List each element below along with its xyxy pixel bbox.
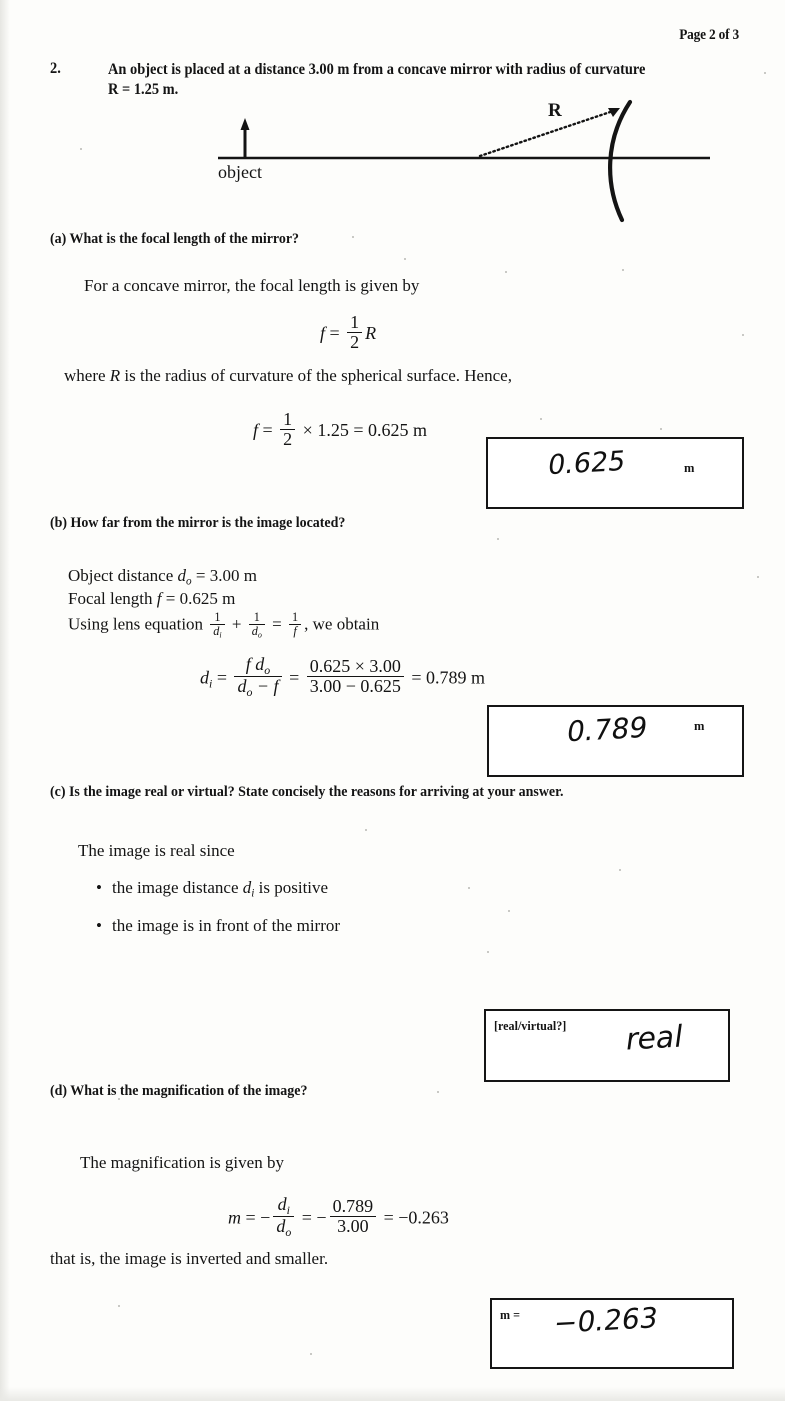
object-arrow-head — [241, 118, 250, 130]
handwritten-answer-c: real — [623, 1019, 686, 1058]
fraction-numerator: 1 — [214, 610, 221, 624]
lens-equation-prefix: Using lens equation — [68, 614, 208, 634]
lens-eq-fraction-do — [249, 611, 265, 640]
eq-minus-1: − — [260, 1207, 271, 1228]
part-a-intro-text: For a concave mirror, the focal length is given by — [84, 276, 420, 295]
bullet-text: the image is in front of the mirror — [112, 916, 341, 935]
part-a-heading: (a) What is the focal length of the mirror? — [50, 231, 300, 247]
fraction-denominator: f — [289, 624, 301, 638]
scan-speck — [404, 258, 406, 260]
calc-result: 0.625 m — [367, 420, 427, 441]
part-b-heading: (b) How far from the mirror is the image located? — [50, 515, 346, 531]
scan-speck — [742, 334, 744, 336]
question-number: 2. — [50, 60, 61, 77]
eq-equals-1: = — [216, 667, 232, 688]
scan-speck — [310, 1353, 312, 1355]
eq-lhs-variable: d — [200, 667, 209, 688]
part-a-formula — [320, 313, 376, 351]
scan-speck — [764, 72, 766, 74]
scan-speck — [660, 428, 662, 430]
part-d-conclusion: that is, the image is inverted and smaller. — [50, 1249, 329, 1268]
scan-speck — [540, 418, 542, 420]
scan-speck — [487, 951, 489, 953]
calc-fraction — [280, 410, 295, 448]
eq-lhs-subscript: i — [209, 676, 213, 691]
part-c-bullet-1 — [96, 878, 328, 900]
scan-speck — [619, 869, 621, 871]
scan-speck — [757, 576, 759, 578]
fraction-numerator: 1 — [253, 610, 260, 624]
calc-lhs: f — [253, 420, 259, 441]
scan-edge-shadow-left — [0, 0, 10, 1401]
fraction-numerator: 1 — [292, 610, 299, 624]
concave-mirror-arc — [610, 102, 630, 220]
given-variable: d — [177, 566, 187, 585]
formula-lhs: f — [320, 323, 326, 344]
symbolic-fraction — [273, 1195, 294, 1238]
eq-relation: = — [245, 1207, 256, 1228]
formula-rhs: R — [365, 323, 377, 344]
calc-multiplier: × 1.25 — [302, 420, 349, 441]
part-c-bullet-2 — [96, 916, 340, 936]
numeric-fraction — [307, 657, 404, 695]
question-stem-line1: An object is placed at a distance 3.00 m from a concave mirror with radius of curvature — [108, 61, 646, 78]
given-label: Focal length — [68, 589, 157, 608]
fraction-denominator: 3.00 — [330, 1216, 377, 1236]
scan-speck — [437, 1091, 439, 1093]
numeric-fraction — [330, 1197, 377, 1235]
answer-unit-a: m — [684, 461, 695, 475]
answer-box-a[interactable] — [486, 437, 744, 509]
part-b-given-focal-length — [68, 588, 235, 610]
bullet-text-prefix: the image distance — [112, 878, 243, 897]
where-variable: R — [109, 366, 121, 385]
part-d-magnification-equation — [228, 1195, 449, 1238]
handwritten-answer-a: 0.625 — [545, 445, 628, 482]
answer-box-b[interactable] — [487, 705, 744, 777]
scan-edge-shadow-bottom — [0, 1387, 785, 1401]
eq-final-result: = −0.263 — [383, 1207, 449, 1228]
eq-final-result: = 0.789 m — [411, 667, 486, 688]
part-b-image-distance-equation — [200, 655, 485, 698]
part-d-intro-text: The magnification is given by — [80, 1153, 284, 1172]
scan-speck — [497, 538, 499, 540]
scan-speck — [508, 910, 510, 912]
ray-diagram — [150, 92, 720, 227]
scan-speck — [468, 887, 470, 889]
part-a-calculation — [253, 410, 427, 448]
scan-speck — [352, 236, 354, 238]
where-prefix: where — [64, 366, 110, 385]
ray-diagram-svg — [150, 92, 720, 227]
radius-label: R — [548, 100, 562, 121]
answer-box-d[interactable] — [490, 1298, 734, 1369]
given-value: = 0.625 m — [161, 589, 236, 608]
part-c-statement: The image is real since — [78, 841, 235, 860]
eq-equals-mid: = — [301, 1207, 312, 1228]
object-label: object — [218, 162, 262, 182]
part-a-where-text — [64, 365, 512, 387]
page-number-header: Page 2 of 3 — [679, 27, 739, 43]
fraction-numerator: 0.625 × 3.00 — [309, 656, 401, 677]
bullet-text-suffix: is positive — [254, 878, 329, 897]
scan-speck — [505, 271, 507, 273]
calc-relation: = — [262, 420, 273, 441]
fraction-denominator: $d_i$ — [210, 624, 224, 640]
part-d-heading: (d) What is the magnification of the image? — [50, 1083, 308, 1099]
scan-speck — [622, 269, 624, 271]
eq-minus-2: − — [316, 1207, 327, 1228]
scan-speck — [80, 148, 82, 150]
fraction-denominator: $d_o$ — [249, 624, 265, 640]
given-variable-subscript: o — [186, 575, 192, 588]
bullet-marker: • — [96, 916, 102, 935]
scan-speck — [365, 829, 367, 831]
lens-eq-fraction-di — [210, 611, 224, 640]
scan-speck — [118, 1305, 120, 1307]
answer-box-c-label: [real/virtual?] — [494, 1018, 567, 1033]
given-label: Object distance — [68, 566, 178, 585]
handwritten-answer-d: −0.263 — [551, 1300, 660, 1341]
bullet-variable-subscript: i — [251, 887, 255, 900]
question-stem-line2: R = 1.25 m. — [108, 81, 179, 98]
part-b-lens-equation-line — [68, 611, 379, 640]
fraction-numerator: f $d_o$ — [245, 654, 271, 677]
lens-eq-fraction-f — [289, 611, 301, 637]
fraction-numerator: 1 — [350, 312, 360, 332]
bullet-variable: d — [242, 878, 252, 897]
eq-equals-2: = — [289, 667, 304, 688]
part-c-heading: (c) Is the image real or virtual? State concisely the reasons for arriving at your answer. — [50, 784, 564, 800]
answer-box-d-label: m = — [500, 1307, 520, 1322]
fraction-numerator: 0.789 — [332, 1196, 374, 1217]
symbolic-fraction — [234, 655, 281, 698]
fraction-denominator: 2 — [347, 332, 362, 352]
fraction-denominator: $d_o - f$ — [234, 676, 281, 698]
where-suffix: is the radius of curvature of the spherical surface. Hence, — [120, 366, 512, 385]
calc-equals: = — [353, 420, 364, 441]
answer-box-c[interactable] — [484, 1009, 730, 1082]
lens-equation-suffix: , we obtain — [304, 614, 380, 634]
bullet-marker: • — [96, 878, 102, 897]
lens-eq-plus: + — [227, 614, 246, 634]
given-value: = 3.00 m — [191, 566, 257, 585]
fraction-denominator: 3.00 − 0.625 — [307, 676, 404, 696]
formula-fraction — [347, 313, 362, 351]
formula-relation: = — [329, 323, 340, 344]
fraction-denominator: $d_o$ — [273, 1216, 294, 1238]
handwritten-answer-b: 0.789 — [564, 710, 650, 749]
lens-eq-equals: = — [267, 614, 287, 634]
fraction-numerator: $d_i$ — [277, 1194, 290, 1217]
given-variable: f — [156, 589, 162, 608]
fraction-numerator: 1 — [283, 409, 293, 429]
answer-unit-b: m — [694, 719, 705, 733]
eq-lhs-variable: m — [228, 1207, 241, 1228]
fraction-denominator: 2 — [280, 429, 295, 449]
